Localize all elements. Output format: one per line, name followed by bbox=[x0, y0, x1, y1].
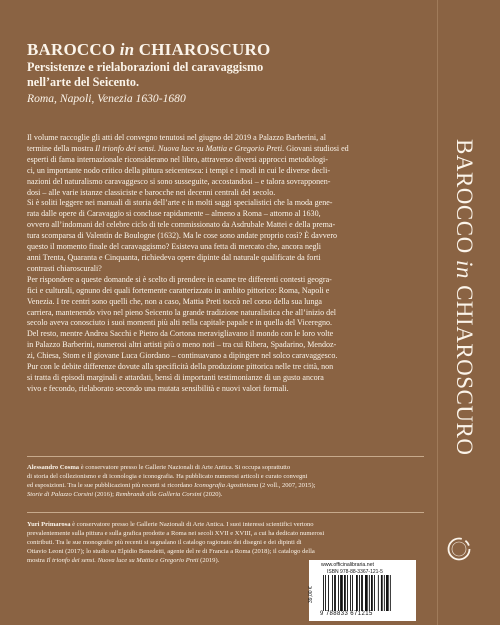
barcode-bar bbox=[361, 575, 363, 611]
bio-line: mostra Il trionfo dei sensi. Nuova luce su Mattia e Gregorio Preti (2019). bbox=[27, 557, 220, 565]
barcode-bar bbox=[386, 575, 389, 611]
blurb-line: Il volume raccoglie gli atti del convegno tenutosi nel giugno del 2019 a Palazzo Barberini, al bbox=[27, 133, 326, 142]
bio-line: ed esposizioni. Tra le sue pubblicazioni più recenti si ricordano Iconografia Agostiniana (2 voll., 2007, 2015); bbox=[27, 482, 316, 490]
spine-title: BAROCCO in CHIAROSCURO bbox=[452, 139, 477, 456]
barcode-bar bbox=[347, 575, 348, 611]
bio-line: Alessandro Cosma è conservatore presso le Gallerie Nazionali di Arte Antica. Si occupa soprattutto bbox=[27, 464, 291, 471]
author-bio-cosma bbox=[27, 463, 427, 499]
blurb-line: Pur con le debite differenze dovute alla specificità della produzione pittorica nelle tre città, non bbox=[27, 362, 334, 372]
blurb-line: termine della mostra Il trionfo dei sensi. Nuova luce su Mattia e Gregorio Preti. Giovani studiosi ed bbox=[27, 143, 349, 153]
blurb-text bbox=[27, 133, 422, 395]
barcode-bar bbox=[332, 575, 333, 611]
barcode-bar bbox=[334, 575, 336, 611]
barcode-bar bbox=[369, 575, 370, 611]
blurb-line: Si è soliti leggere nei manuali di storia dell’arte e in molti saggi specialistici che la moda gene- bbox=[27, 198, 333, 208]
barcode-bar bbox=[350, 575, 351, 611]
cover-header bbox=[27, 40, 437, 106]
barcode-bar bbox=[338, 575, 339, 611]
blurb-line: Venezia. I tre centri sono quelli che, non a caso, Mattia Preti toccò nel corso della sua lunga bbox=[27, 296, 322, 306]
bio-line: prevalentemente sulla pittura e sulla grafica prodotte a Roma nei secoli XVII e XVIII, a cui ha dedicato numerosi bbox=[27, 530, 325, 538]
barcode-bar bbox=[381, 575, 383, 611]
barcode-bar bbox=[378, 575, 379, 611]
blurb-line: carriera, mantenendo vivo nel pieno Seicento la grande tradizione naturalistica che all’inizio del bbox=[27, 307, 337, 317]
barcode-bar bbox=[365, 575, 368, 611]
barcode-bar bbox=[359, 575, 360, 611]
blurb-line: secolo aveva conosciuto i suoi momenti più alti nella capitale papale e in quella del Viceregno. bbox=[27, 318, 333, 328]
barcode-bar bbox=[356, 575, 358, 611]
bio-line: Yuri Primarosa è conservatore presso le Gallerie Nazionali di Arte Antica. I suoi interessi scientifici vertono bbox=[27, 521, 314, 528]
barcode-digits: 9 788833 671215 bbox=[320, 611, 373, 617]
barcode-icon bbox=[323, 575, 411, 611]
blurb-line: dosi – alle varie istanze classiciste e barocche nei decenni centrali del secolo. bbox=[27, 187, 276, 197]
blurb-line: esperti di fama internazionale riconsiderano nel libro, attraverso diversi approcci metodologi- bbox=[27, 154, 328, 164]
section-divider bbox=[27, 512, 424, 513]
blurb-line: rata dalle opere di Caravaggio si concluse rapidamente – almeno a Roma – attorno al 1630, bbox=[27, 209, 321, 219]
blurb-line: si tratta di episodi marginali e attardati, bensì di importanti testimonianze di un gusto ancora bbox=[27, 372, 324, 382]
book-title: BAROCCO in CHIAROSCURO bbox=[27, 40, 271, 59]
blurb-line: Per rispondere a queste domande si è scelto di prendere in esame tre differenti contesti geogra- bbox=[27, 274, 332, 284]
barcode-bar bbox=[371, 575, 373, 611]
barcode-bar bbox=[384, 575, 385, 611]
blurb-line: ci, un importante nodo critico della pittura seicentesca: i tempi e i modi in cui le diverse decli- bbox=[27, 165, 330, 175]
bio-line: Storie di Palazzo Corsini (2016); Rembrandt alla Galleria Corsini (2020). bbox=[27, 491, 223, 499]
bio-line: Ottavio Leoni (2017); lo studio su Elpidio Benedetti, agente del re di Francia a Roma (2018); il catalogo della bbox=[27, 548, 315, 556]
section-divider bbox=[27, 456, 424, 457]
blurb-line: tura scomparsa di Valentin de Boulogne (1632). Ma le cose sono andate proprio così? È davvero bbox=[27, 231, 338, 241]
blurb-line: nazioni del naturalismo caravaggesco si sono susseguite, accostandosi – e talora sovrapponen- bbox=[27, 176, 331, 186]
blurb-line: fici e culturali, ognuno dei quali fortemente caratterizzato in ambito pittorico: Roma, Napoli e bbox=[27, 285, 330, 295]
barcode-bar bbox=[390, 575, 391, 611]
barcode-bar bbox=[344, 575, 346, 611]
spine-fold-line bbox=[437, 0, 438, 625]
barcode-bar bbox=[340, 575, 343, 611]
blurb-line: Del resto, mentre Andrea Sacchi e Pietro da Cortona meravigliavano il mondo con le loro volte bbox=[27, 329, 334, 339]
blurb-line: ovvero all’indomani del celebre ciclo di tele commissionato da Asdrubale Mattei e della prema- bbox=[27, 220, 336, 230]
barcode-bar bbox=[325, 575, 326, 611]
publisher-url: www.officinalibraria.net bbox=[321, 562, 374, 568]
publisher-logo-icon bbox=[446, 536, 472, 562]
barcode-bar bbox=[328, 575, 329, 611]
book-subtitle: Persistenze e rielaborazioni del caravaggismo nell’arte del Seicento. bbox=[27, 60, 264, 89]
blurb-line: anni Trenta, Quaranta e Cinquanta, richiedeva opere dipinte dal naturale qualificate da forti bbox=[27, 252, 321, 262]
book-place-dates: Roma, Napoli, Venezia 1630-1680 bbox=[27, 92, 186, 105]
barcode-bar bbox=[323, 575, 324, 611]
bio-line: contributi. Tra le sue monografie più recenti si segnalano il catalogo ragionato dei disegni e dei dipinti di bbox=[27, 539, 302, 547]
isbn-text: ISBN 978-88-3367-121-5 bbox=[327, 569, 383, 575]
price-label: 39,00 € bbox=[308, 586, 314, 604]
barcode-bar bbox=[374, 575, 375, 611]
barcode-bar bbox=[352, 575, 353, 611]
bio-line: di storia del collezionismo e di iconologia e iconografia. Ha pubblicato numerosi articoli e curato convegni bbox=[27, 473, 308, 481]
author-bio-primarosa bbox=[27, 520, 427, 565]
blurb-line: questo il momento finale del caravaggismo? Esisteva una fetta di mercato che, ancora negli bbox=[27, 242, 322, 252]
barcode-label bbox=[309, 560, 416, 621]
blurb-line: zi, Chiesa, Stom e il giovane Luca Giordano – continuavano a dipingere nel solco caravaggesco. bbox=[27, 351, 338, 361]
blurb-line: in Palazzo Barberini, numerosi altri artisti più o meno noti – tra cui Ribera, Spadarino, Mendoz- bbox=[27, 340, 337, 350]
blurb-line: vivo e fecondo, rielaborato secondo una mutata sensibilità e nuovi valori formali. bbox=[27, 383, 289, 393]
blurb-line: contrasti chiaroscurali? bbox=[27, 263, 102, 273]
